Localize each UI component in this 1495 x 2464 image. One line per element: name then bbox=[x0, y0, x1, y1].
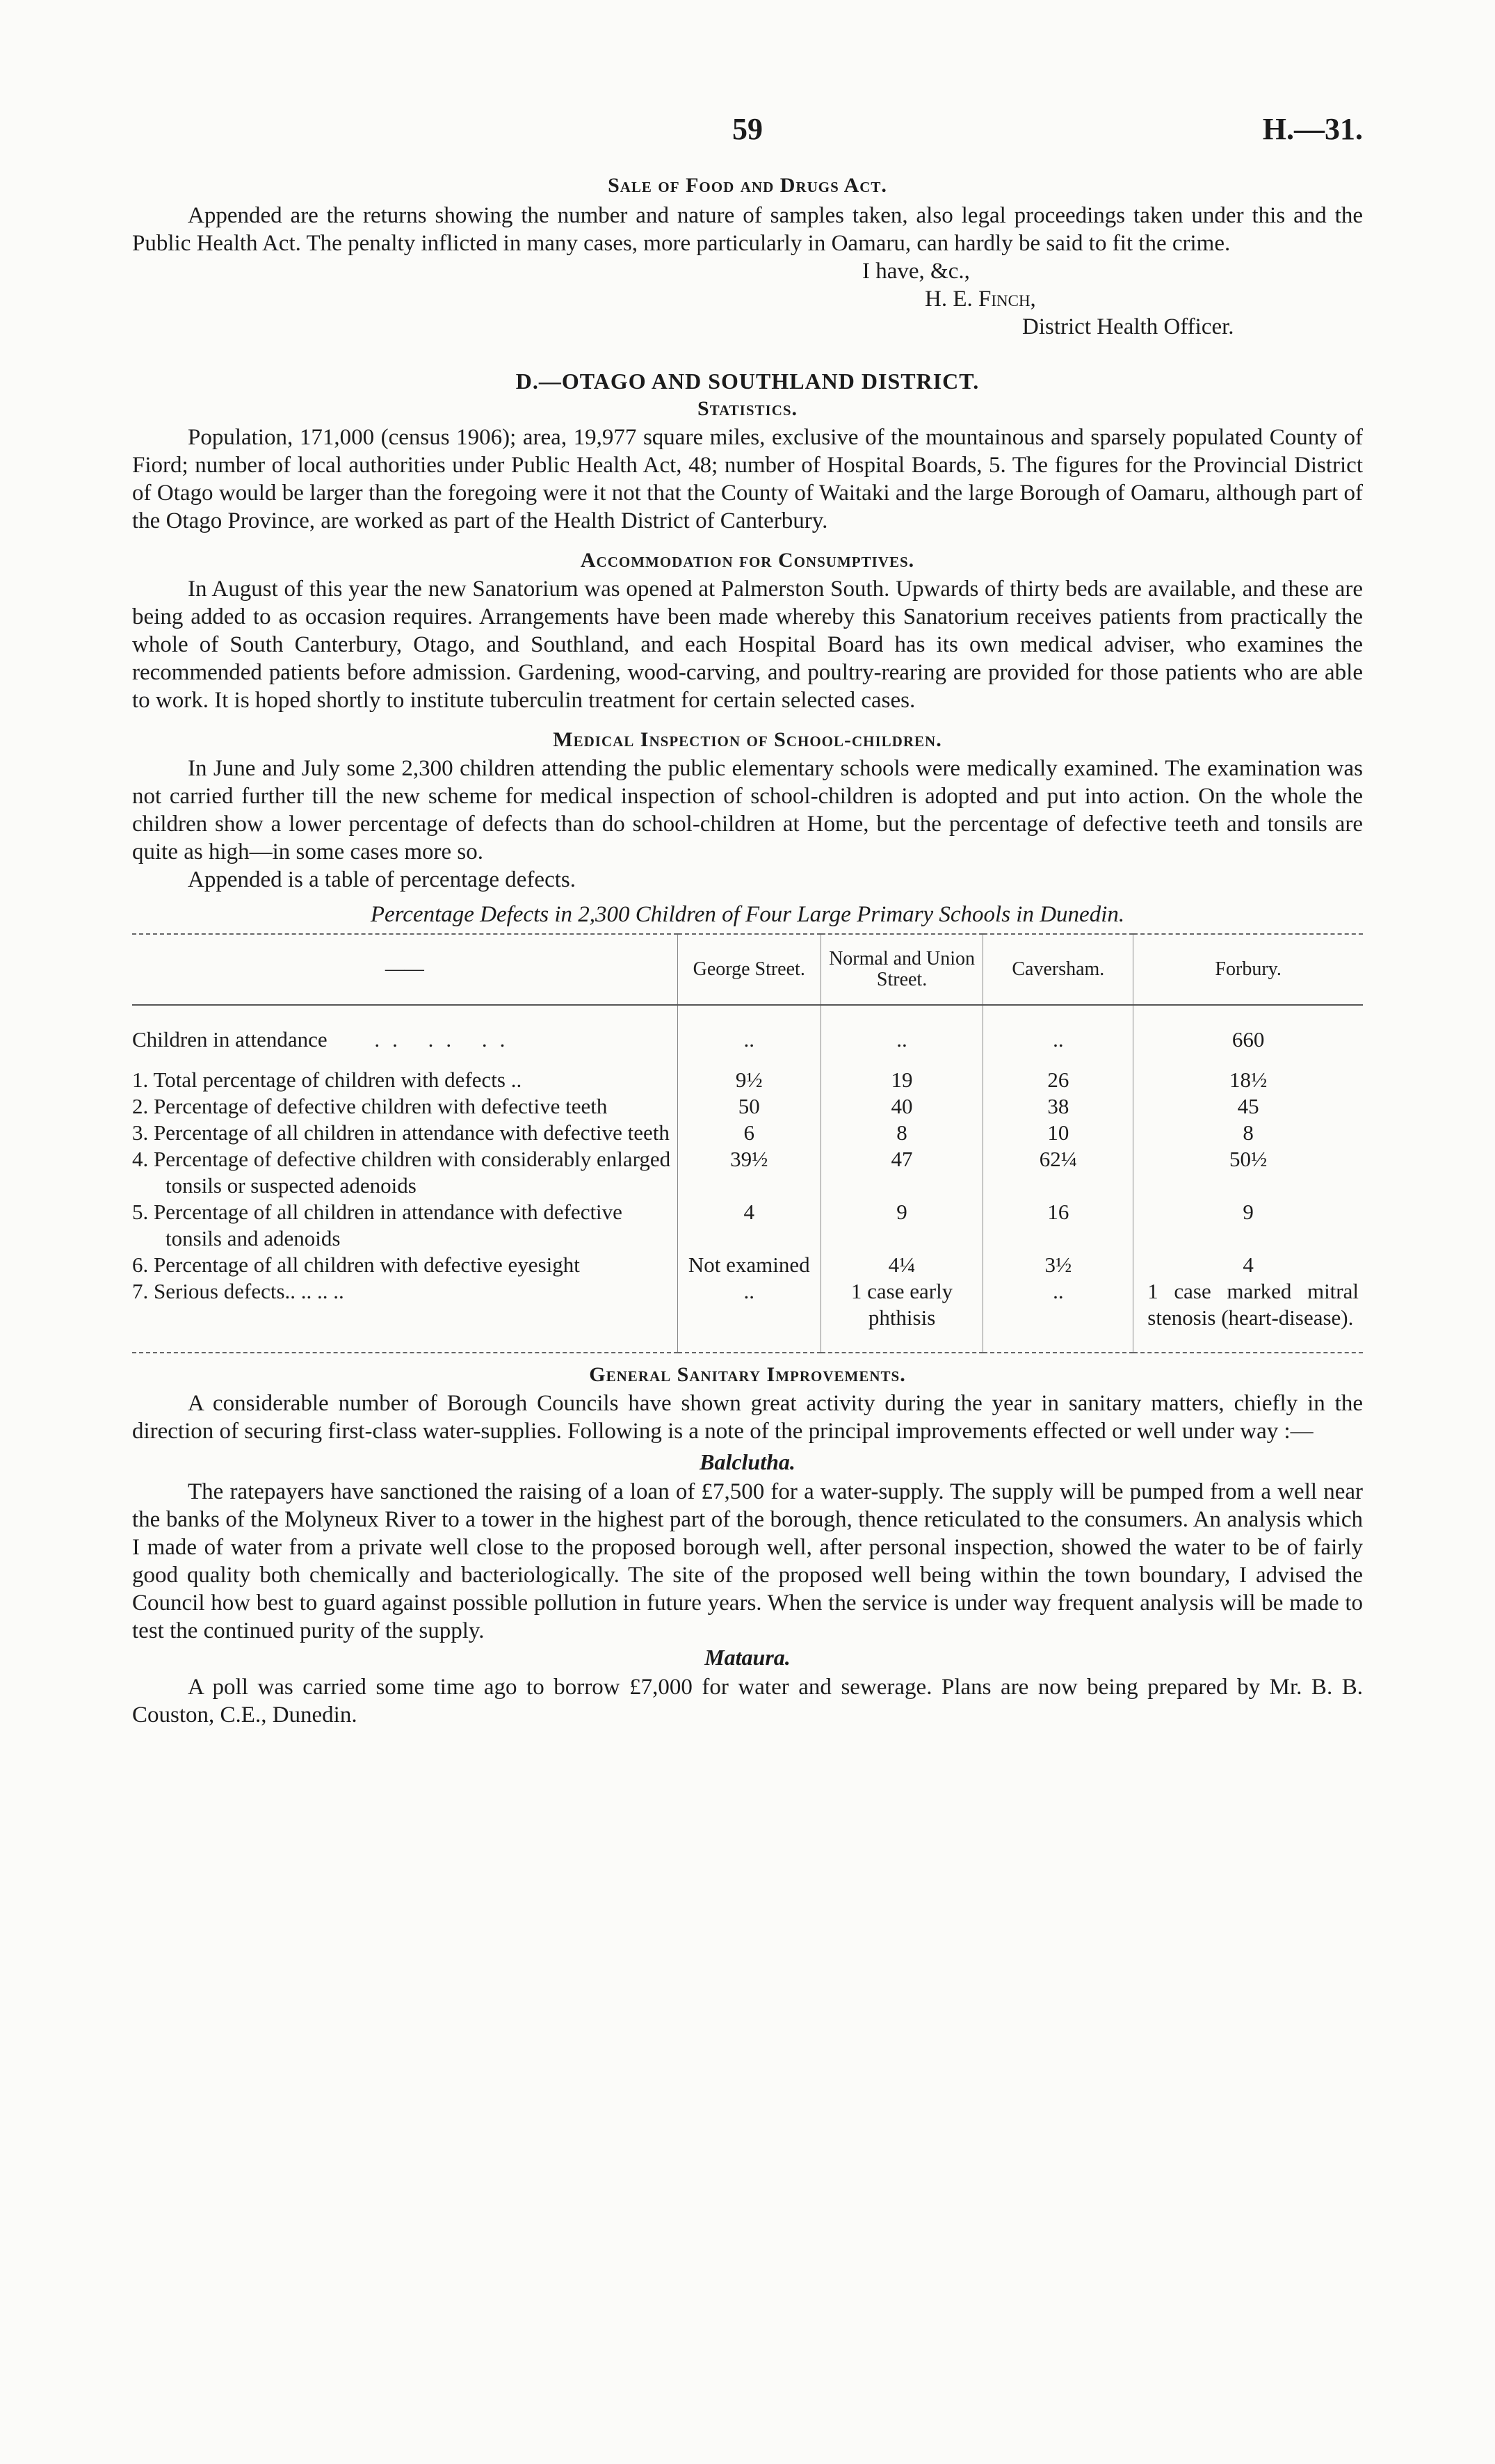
balclutha-paragraph: The ratepayers have sanctioned the raising of a loan of £7,500 for a water-supply. The supply will be pumped from a well near the banks of the Molyneux River to a tower in the highest part of the borough, thence reticulated to the consumers. An analysis which I made of water from a private well close to the proposed borough well, after personal inspection, showed the water to be of fairly good quality both chemically and bacteriologically. The site of the proposed well being within the town boundary, I advised the Council how best to guard against possible pollution in future years. When the service is under way frequent analysis will be made to test the continued purity of the supply. bbox=[132, 1479, 1363, 1643]
table-cell: 40 bbox=[821, 1093, 983, 1120]
table-cell: 50½ bbox=[1133, 1146, 1363, 1199]
signature-closing: I have, &c., bbox=[862, 259, 970, 284]
table-row bbox=[132, 1252, 1363, 1278]
page-reference: H.—31. bbox=[1262, 112, 1363, 146]
balclutha-section bbox=[132, 1449, 1363, 1645]
table-cell: 1 case early phthisis bbox=[821, 1278, 983, 1353]
statistics-paragraph: Population, 171,000 (census 1906); area, 19,977 square miles, exclusive of the mountainous and sparsely populated County of Fiord; number of local authorities under Public Health Act, 48; number of Hospital Boards, 5. The figures for the Provincial District of Otago would be larger than the foregoing were it not that the County of Waitaki and the large Borough of Oamaru, although part of the Otago Province, are worked as part of the Health District of Canterbury. bbox=[132, 425, 1363, 533]
row-label: 6. Percentage of all children with defective eyesight bbox=[132, 1253, 580, 1277]
column-header: Forbury. bbox=[1133, 934, 1363, 1005]
table-caption: Percentage Defects in 2,300 Children of Four Large Primary Schools in Dunedin. bbox=[370, 902, 1125, 927]
table-cell: 4¼ bbox=[821, 1252, 983, 1278]
table-header-row bbox=[132, 934, 1363, 1005]
table-row bbox=[132, 1093, 1363, 1120]
table-cell: 18½ bbox=[1133, 1067, 1363, 1093]
column-header: George Street. bbox=[677, 934, 821, 1005]
signature-name: H. E. Finch, bbox=[925, 287, 1036, 312]
table-cell: 1 case marked mitral stenosis (heart-disease). bbox=[1133, 1278, 1363, 1353]
table-cell: 9½ bbox=[677, 1067, 821, 1093]
table-row bbox=[132, 1067, 1363, 1093]
table-cell: 38 bbox=[983, 1093, 1133, 1120]
page-number: 59 bbox=[732, 112, 763, 146]
table-cell: 62¼ bbox=[983, 1146, 1133, 1199]
column-header: Normal and Union Street. bbox=[821, 934, 983, 1005]
table-cell: 10 bbox=[983, 1120, 1133, 1146]
food-drugs-heading: Sale of Food and Drugs Act. bbox=[608, 174, 887, 197]
school-paragraph: In June and July some 2,300 children attending the public elementary schools were medically examined. The examination was not carried further till the new scheme for medical inspection of school-children is adopted and put into action. On the whole the children show a lower percentage of defects than do school-children at Home, but the percentage of defective teeth and tonsils are quite as high—in some cases more so. bbox=[132, 756, 1363, 864]
table-cell: .. bbox=[677, 1278, 821, 1353]
table-cell: 50 bbox=[677, 1093, 821, 1120]
consumptives-heading: Accommodation for Consumptives. bbox=[580, 549, 915, 572]
sanitary-paragraph: A considerable number of Borough Councils have shown great activity during the year in sanitary matters, chiefly in the direction of securing first-class water-supplies. Following is a note of the principal improvements effected or well under way :— bbox=[132, 1391, 1363, 1444]
signature-block bbox=[862, 257, 1363, 341]
table-cell: 45 bbox=[1133, 1093, 1363, 1120]
column-header: Caversham. bbox=[983, 934, 1133, 1005]
row-label: Children in attendance bbox=[132, 1027, 328, 1052]
district-heading: D.—OTAGO AND SOUTHLAND DISTRICT. bbox=[515, 369, 980, 394]
mataura-heading: Mataura. bbox=[704, 1645, 791, 1670]
table-row bbox=[132, 1005, 1363, 1067]
table-row bbox=[132, 1199, 1363, 1252]
table-row bbox=[132, 1278, 1363, 1353]
table-row bbox=[132, 1120, 1363, 1146]
sanitary-section bbox=[132, 1363, 1363, 1445]
food-drugs-paragraph: Appended are the returns showing the number and nature of samples taken, also legal proceedings taken under this and the Public Health Act. The penalty inflicted in many cases, more particularly in Oamaru, can hardly be said to fit the crime. bbox=[132, 203, 1363, 256]
statistics-heading: Statistics. bbox=[697, 397, 798, 420]
table-cell: 39½ bbox=[677, 1146, 821, 1199]
school-section bbox=[132, 728, 1363, 894]
table-cell: 26 bbox=[983, 1067, 1133, 1093]
row-label: 7. Serious defects.. .. .. .. bbox=[132, 1279, 344, 1303]
document-page bbox=[132, 104, 1363, 1729]
signature-title: District Health Officer. bbox=[1022, 314, 1234, 339]
sanitary-heading: General Sanitary Improvements. bbox=[589, 1363, 906, 1386]
leader-dots: .. .. .. bbox=[374, 1027, 518, 1052]
mataura-section bbox=[132, 1645, 1363, 1729]
table-cell: 3½ bbox=[983, 1252, 1133, 1278]
page-header bbox=[132, 104, 1363, 167]
table-cell: .. bbox=[983, 1278, 1133, 1353]
table-cell: .. bbox=[983, 1005, 1133, 1067]
balclutha-heading: Balclutha. bbox=[700, 1449, 795, 1474]
table-cell: 9 bbox=[1133, 1199, 1363, 1252]
table-cell: 47 bbox=[821, 1146, 983, 1199]
row-label: 5. Percentage of all children in attendance with defective tonsils and adenoids bbox=[132, 1200, 622, 1250]
consumptives-paragraph: In August of this year the new Sanatorium was opened at Palmerston South. Upwards of thirty beds are available, and these are being added to as occasion requires. Arrangements have been made whereby this Sanatorium receives patients from practically the whole of South Canterbury, Otago, and Southland, and each Hospital Board has its own medical adviser, who examines the recommended patients before admission. Gardening, wood-carving, and poultry-rearing are provided for those patients who are able to work. It is hoped shortly to institute tuberculin treatment for certain selected cases. bbox=[132, 577, 1363, 713]
table-cell: 8 bbox=[821, 1120, 983, 1146]
consumptives-section bbox=[132, 549, 1363, 714]
table-cell: .. bbox=[821, 1005, 983, 1067]
table-cell: 4 bbox=[1133, 1252, 1363, 1278]
mataura-paragraph: A poll was carried some time ago to borrow £7,000 for water and sewerage. Plans are now being prepared by Mr. B. B. Couston, C.E., Dunedin. bbox=[132, 1675, 1363, 1728]
food-drugs-section bbox=[132, 174, 1363, 341]
table-cell: .. bbox=[677, 1005, 821, 1067]
table-cell: 19 bbox=[821, 1067, 983, 1093]
row-label: 4. Percentage of defective children with considerably enlarged tonsils or suspected adenoids bbox=[132, 1147, 671, 1198]
row-label: 2. Percentage of defective children with defective teeth bbox=[132, 1094, 608, 1118]
table-cell: 4 bbox=[677, 1199, 821, 1252]
table-cell: 16 bbox=[983, 1199, 1133, 1252]
district-section bbox=[132, 369, 1363, 535]
table-cell: 660 bbox=[1133, 1005, 1363, 1067]
table-corner: —— bbox=[132, 934, 677, 1005]
table-row bbox=[132, 1146, 1363, 1199]
school-table-intro: Appended is a table of percentage defects. bbox=[188, 867, 576, 892]
school-heading: Medical Inspection of School-children. bbox=[553, 728, 942, 751]
row-label: 3. Percentage of all children in attendance with defective teeth bbox=[132, 1120, 670, 1145]
row-label: 1. Total percentage of children with defects .. bbox=[132, 1068, 522, 1092]
table-cell: 8 bbox=[1133, 1120, 1363, 1146]
table-cell: 6 bbox=[677, 1120, 821, 1146]
defects-table bbox=[132, 933, 1363, 1353]
table-cell: Not examined bbox=[677, 1252, 821, 1278]
table-cell: 9 bbox=[821, 1199, 983, 1252]
